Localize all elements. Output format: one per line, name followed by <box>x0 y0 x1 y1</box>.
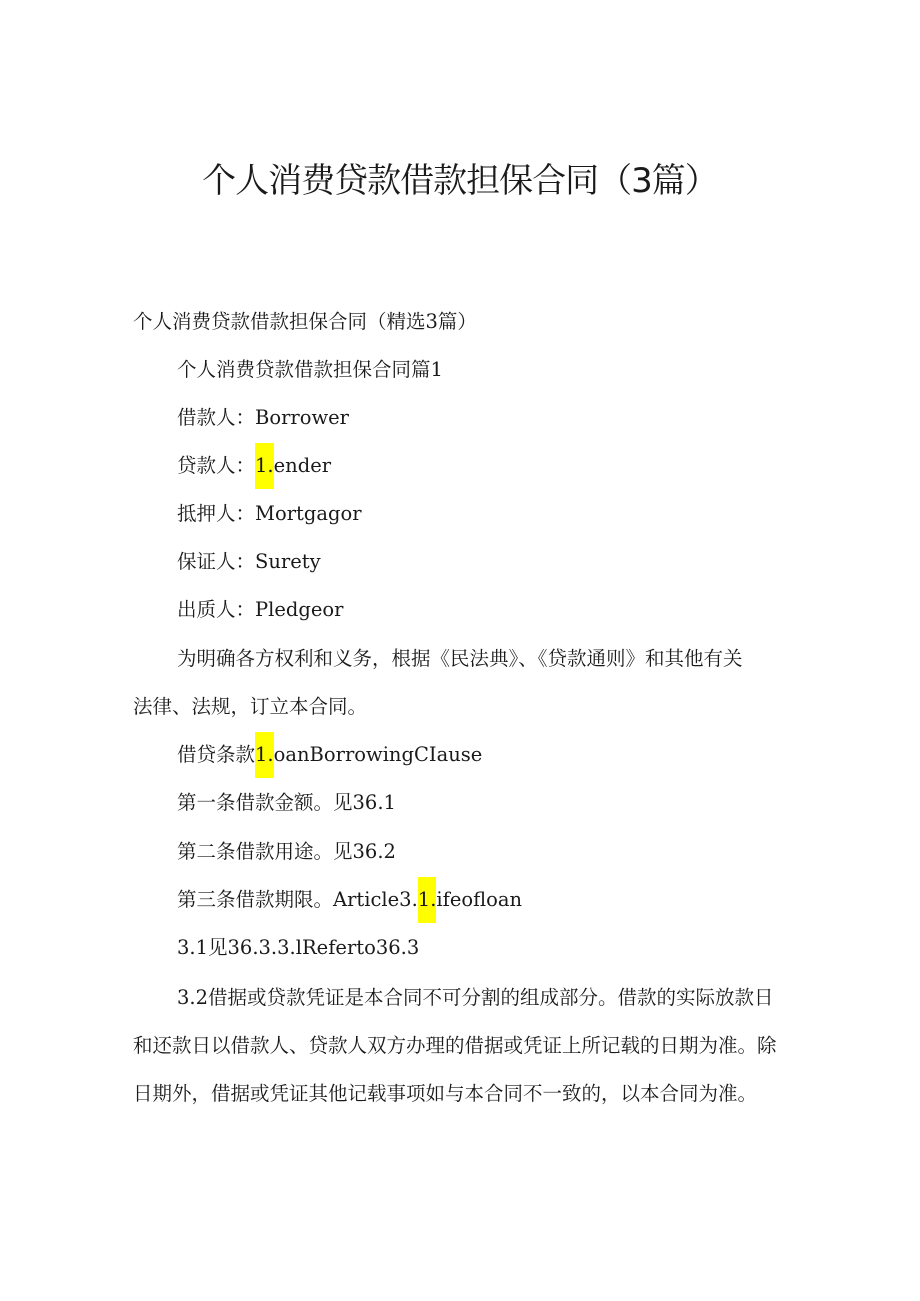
party-surety: 保证人：Surety <box>177 550 321 573</box>
party-borrower: 借款人：Borrower <box>177 406 350 429</box>
item-3-2-line-1: 3.2借据或贷款凭证是本合同不可分割的组成部分。借款的实际放款日 <box>177 986 774 1009</box>
party-lender <box>177 451 331 481</box>
lender-text: ender <box>273 454 332 477</box>
article-1: 第一条借款金额。见36.1 <box>177 791 396 814</box>
item-3-2-line-2: 和还款日以借款人、贷款人双方办理的借据或凭证上所记载的日期为准。除 <box>133 1034 777 1057</box>
highlight-mark: 1. <box>255 443 274 489</box>
party-mortgagor: 抵押人：Mortgagor <box>177 502 362 525</box>
document-title: 个人消费贷款借款担保合同（3篇） <box>202 161 718 201</box>
party-pledgeor: 出质人：Pledgeor <box>177 598 344 621</box>
highlight-mark: 1. <box>418 877 437 923</box>
article-3-text: ifeofloan <box>436 888 523 911</box>
clause-heading-label: 借贷条款 <box>177 743 256 766</box>
highlight-mark: 1. <box>255 732 274 778</box>
article-3 <box>177 885 522 915</box>
intro-line: 个人消费贷款借款担保合同（精选3篇） <box>133 310 477 333</box>
article-2: 第二条借款用途。见36.2 <box>177 840 396 863</box>
clause-heading-text: oanBorrowingCIause <box>273 743 483 766</box>
item-3-1: 3.1见36.3.3.lReferto36.3 <box>177 936 420 959</box>
lender-label: 贷款人： <box>177 454 256 477</box>
purpose-line-2: 法律、法规，订立本合同。 <box>133 695 368 718</box>
section-heading: 个人消费贷款借款担保合同篇1 <box>177 358 443 381</box>
item-3-2-line-3: 日期外，借据或凭证其他记载事项如与本合同不一致的，以本合同为准。 <box>133 1082 758 1105</box>
clause-heading <box>177 740 482 770</box>
purpose-line-1: 为明确各方权利和义务，根据《民法典》、《贷款通则》和其他有关 <box>177 647 743 670</box>
article-3-label: 第三条借款期限。Article3. <box>177 888 418 911</box>
